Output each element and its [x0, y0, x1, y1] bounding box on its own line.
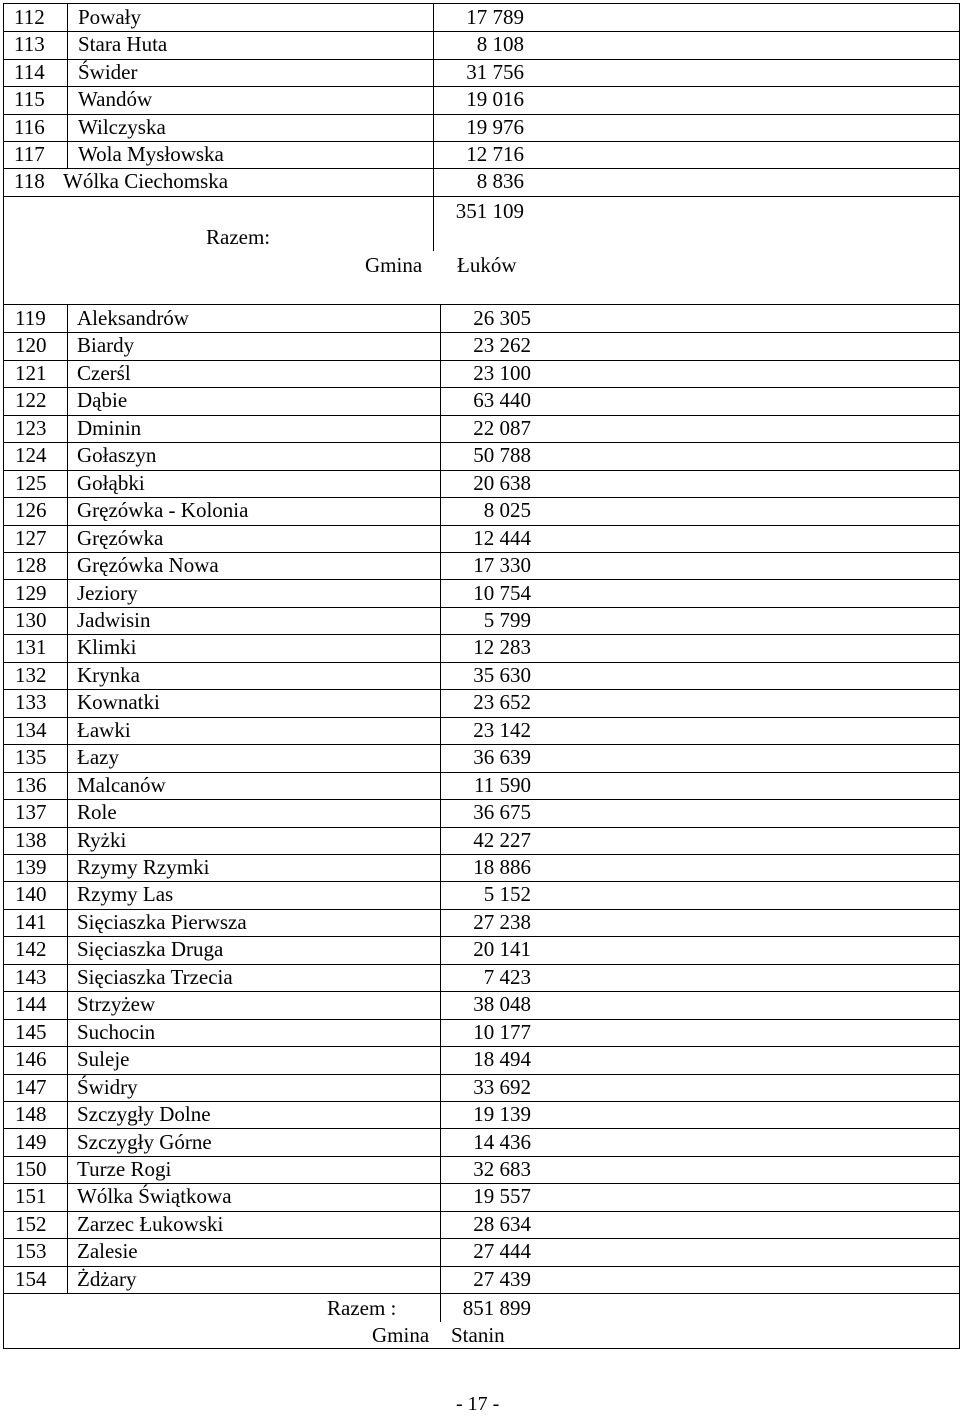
village-value: 23 652	[473, 690, 531, 715]
row-number: 131	[15, 635, 47, 660]
village-name: Gręzówka	[77, 525, 164, 550]
village-name: Szczygły Dolne	[77, 1102, 211, 1127]
village-name: Czerśl	[77, 360, 131, 385]
table-row	[0, 607, 960, 634]
table-row	[0, 580, 960, 607]
row-number: 137	[15, 800, 47, 825]
village-value: 32 683	[473, 1156, 531, 1181]
row-number: 143	[15, 964, 47, 989]
village-value: 19 976	[466, 114, 524, 139]
village-name: Wandów	[78, 87, 153, 112]
row-number: 154	[15, 1266, 47, 1291]
table-row	[0, 964, 960, 991]
village-value: 23 100	[473, 360, 531, 385]
village-value: 18 494	[473, 1047, 531, 1072]
row-number: 149	[15, 1129, 47, 1154]
village-value: 33 692	[473, 1074, 531, 1099]
total-value: 851 899	[462, 1296, 531, 1320]
table-row	[0, 1266, 960, 1293]
gmina-name: Stanin	[451, 1323, 505, 1347]
table-row	[0, 991, 960, 1018]
row-number: 116	[14, 114, 45, 139]
village-name: Ryżki	[77, 827, 127, 852]
village-name: Powały	[78, 5, 141, 29]
table-row	[0, 305, 960, 332]
village-value: 12 444	[473, 525, 531, 550]
row-number: 130	[15, 607, 47, 632]
row-number: 139	[15, 855, 47, 879]
village-value: 26 305	[473, 306, 531, 330]
village-name: Rzymy Rzymki	[77, 855, 210, 879]
village-value: 19 016	[466, 87, 524, 112]
village-name: Aleksandrów	[77, 306, 189, 330]
village-value: 27 444	[473, 1239, 531, 1264]
village-value: 35 630	[473, 662, 531, 687]
village-value: 8 025	[483, 498, 531, 523]
row-number: 120	[15, 333, 47, 358]
table-row	[0, 1183, 960, 1210]
table-row	[0, 936, 960, 963]
row-number: 126	[15, 498, 47, 523]
village-value: 7 423	[483, 964, 531, 989]
gmina-label: Gmina	[365, 253, 423, 277]
row-number: 135	[15, 745, 47, 770]
village-value: 5 152	[483, 882, 531, 907]
page-number: - 17 -	[456, 1393, 500, 1415]
table-row	[0, 497, 960, 524]
row-number: 117	[14, 142, 45, 166]
village-name: Klimki	[77, 635, 137, 660]
village-name: Szczygły Górne	[77, 1129, 212, 1154]
row-number: 118	[14, 169, 45, 194]
village-name: Stara Huta	[78, 32, 168, 57]
row-number: 123	[15, 415, 47, 440]
village-value: 8 108	[476, 32, 524, 57]
village-name: Sięciaszka Pierwsza	[77, 909, 247, 934]
village-name: Rzymy Las	[77, 882, 174, 907]
table-row	[0, 1156, 960, 1183]
village-name: Malcanów	[77, 772, 166, 797]
village-value: 18 886	[473, 855, 531, 879]
row-number: 125	[15, 470, 47, 495]
table-row	[0, 360, 960, 387]
gmina-label: Gmina	[372, 1323, 430, 1347]
village-value: 23 262	[473, 333, 531, 358]
row-number: 150	[15, 1156, 47, 1181]
village-value: 10 754	[473, 580, 531, 605]
total-value: 351 109	[455, 199, 524, 223]
village-name: Gręzówka - Kolonia	[77, 498, 249, 523]
village-value: 31 756	[466, 59, 524, 84]
village-name: Krynka	[77, 662, 140, 687]
row-number: 152	[15, 1211, 47, 1236]
row-number: 133	[15, 690, 47, 715]
village-value: 28 634	[473, 1211, 531, 1236]
row-number: 127	[15, 525, 47, 550]
village-name: Wólka Świątkowa	[77, 1184, 232, 1209]
table-row	[0, 114, 960, 141]
village-value: 63 440	[473, 388, 531, 413]
row-number: 121	[15, 360, 47, 385]
village-value: 36 639	[473, 745, 531, 770]
village-value: 12 716	[466, 142, 524, 166]
table-row	[0, 634, 960, 661]
row-number: 136	[15, 772, 47, 797]
village-value: 14 436	[473, 1129, 531, 1154]
village-name: Gołaszyn	[77, 443, 157, 468]
village-name: Wólka Ciechomska	[63, 169, 229, 194]
row-number: 151	[15, 1184, 47, 1209]
table-row	[0, 387, 960, 414]
village-name: Suchocin	[77, 1019, 156, 1044]
village-name: Łazy	[77, 745, 119, 770]
row-number: 124	[15, 443, 47, 468]
village-value: 19 139	[473, 1102, 531, 1127]
village-name: Turze Rogi	[77, 1156, 172, 1181]
table-row	[0, 799, 960, 826]
table-row	[0, 881, 960, 908]
table-row	[0, 1046, 960, 1073]
row-number: 113	[14, 32, 45, 57]
village-value: 20 141	[473, 937, 531, 962]
row-number: 119	[15, 306, 46, 330]
gmina-name: Łuków	[457, 253, 517, 277]
table-row	[0, 1019, 960, 1046]
table-row	[0, 854, 960, 881]
row-divider	[3, 196, 960, 197]
village-name: Biardy	[77, 333, 135, 358]
village-value: 50 788	[473, 443, 531, 468]
village-name: Sięciaszka Druga	[77, 937, 224, 962]
table-row	[0, 525, 960, 552]
table-row	[0, 689, 960, 716]
village-name: Zalesie	[77, 1239, 138, 1264]
row-number: 145	[15, 1019, 47, 1044]
village-name: Ławki	[77, 717, 131, 742]
village-name: Żdżary	[77, 1266, 137, 1291]
village-name: Gołąbki	[77, 470, 145, 495]
village-name: Strzyżew	[77, 992, 156, 1017]
row-number: 141	[15, 909, 47, 934]
village-name: Wilczyska	[78, 114, 166, 139]
village-value: 17 789	[466, 5, 524, 29]
row-number: 129	[15, 580, 47, 605]
village-value: 38 048	[473, 992, 531, 1017]
table-row	[0, 442, 960, 469]
village-value: 42 227	[473, 827, 531, 852]
table-row	[0, 332, 960, 359]
row-number: 153	[15, 1239, 47, 1264]
village-value: 27 439	[473, 1266, 531, 1291]
village-value: 11 590	[474, 772, 531, 797]
table-row	[0, 744, 960, 771]
village-value: 20 638	[473, 470, 531, 495]
village-name: Zarzec Łukowski	[77, 1211, 224, 1236]
village-value: 19 557	[473, 1184, 531, 1209]
village-value: 17 330	[473, 553, 531, 578]
table-row	[0, 31, 960, 58]
village-value: 8 836	[476, 169, 524, 194]
row-number: 148	[15, 1102, 47, 1127]
table-row	[0, 141, 960, 168]
village-name: Sięciaszka Trzecia	[77, 964, 233, 989]
table-row	[0, 717, 960, 744]
table-row	[0, 168, 960, 195]
total-label: Razem:	[206, 225, 271, 249]
table-row	[0, 772, 960, 799]
row-number: 140	[15, 882, 47, 907]
village-value: 5 799	[483, 607, 531, 632]
table-row	[0, 415, 960, 442]
village-name: Świder	[78, 59, 138, 84]
village-name: Dąbie	[77, 388, 128, 413]
table-row	[0, 4, 960, 31]
table-row	[0, 470, 960, 497]
row-number: 142	[15, 937, 47, 962]
table-row	[0, 827, 960, 854]
village-value: 22 087	[473, 415, 531, 440]
total-label: Razem :	[327, 1296, 397, 1320]
table-row	[0, 86, 960, 113]
table-row	[0, 1074, 960, 1101]
table-row	[0, 909, 960, 936]
village-name: Suleje	[77, 1047, 130, 1072]
row-number: 112	[14, 5, 45, 29]
village-value: 27 238	[473, 909, 531, 934]
village-name: Role	[77, 800, 117, 825]
village-name: Świdry	[77, 1074, 138, 1099]
row-number: 114	[14, 59, 45, 84]
table-row	[0, 1211, 960, 1238]
row-number: 134	[15, 717, 47, 742]
row-number: 146	[15, 1047, 47, 1072]
village-name: Kownatki	[77, 690, 160, 715]
village-name: Jeziory	[77, 580, 138, 605]
row-number: 132	[15, 662, 47, 687]
table-row	[0, 1101, 960, 1128]
table-row	[0, 662, 960, 689]
table-row	[0, 1129, 960, 1156]
row-number: 144	[15, 992, 47, 1017]
village-value: 12 283	[473, 635, 531, 660]
row-number: 128	[15, 553, 47, 578]
row-number: 115	[14, 87, 45, 112]
village-name: Gręzówka Nowa	[77, 553, 219, 578]
village-value: 10 177	[473, 1019, 531, 1044]
village-value: 36 675	[473, 800, 531, 825]
village-name: Jadwisin	[77, 607, 151, 632]
row-number: 138	[15, 827, 47, 852]
village-name: Dminin	[77, 415, 142, 440]
table-row	[0, 59, 960, 86]
table-row	[0, 1238, 960, 1265]
row-number: 147	[15, 1074, 47, 1099]
village-name: Wola Mysłowska	[78, 142, 224, 166]
row-number: 122	[15, 388, 47, 413]
table-row	[0, 552, 960, 579]
village-value: 23 142	[473, 717, 531, 742]
